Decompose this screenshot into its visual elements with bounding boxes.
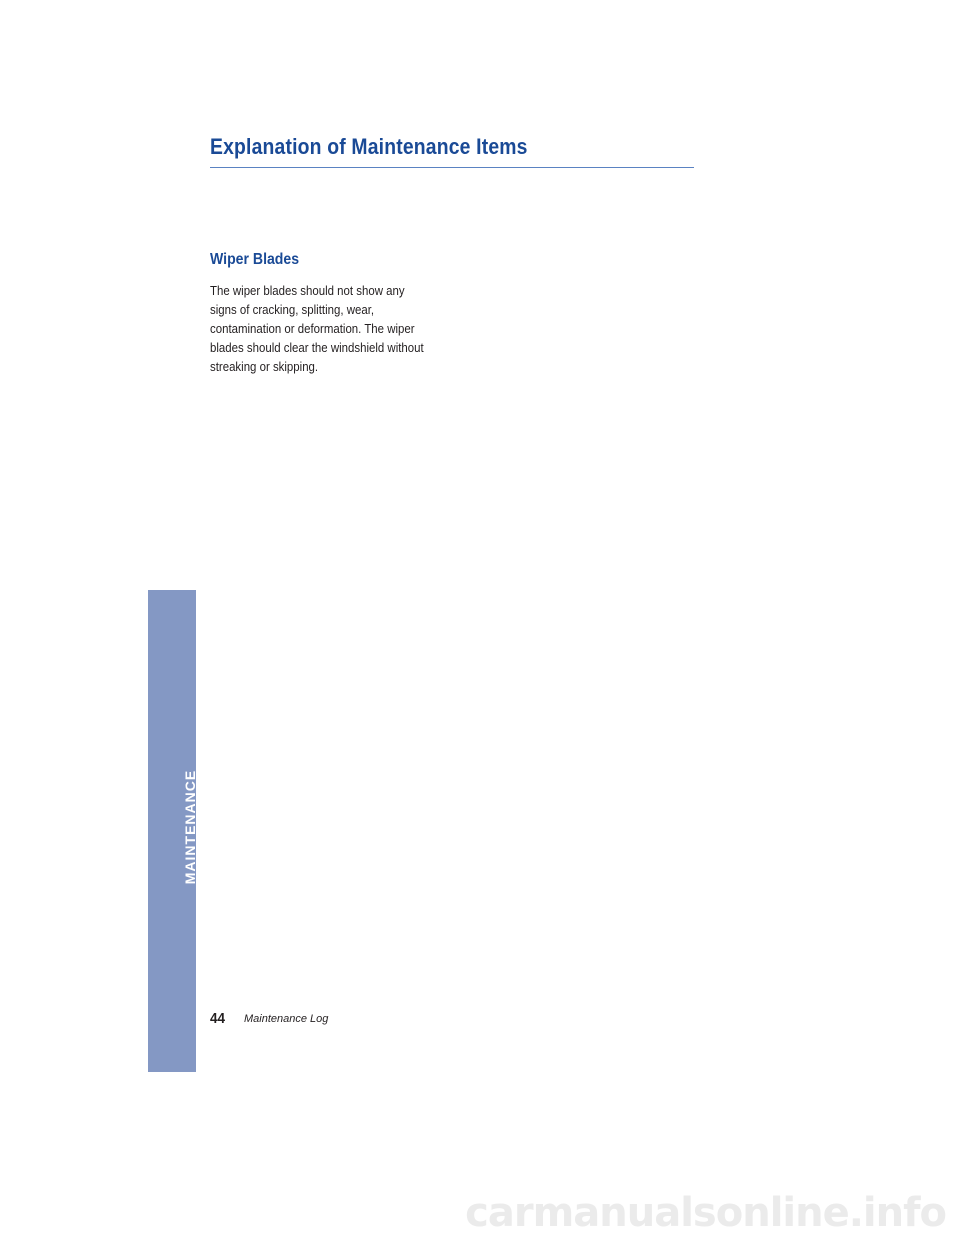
section-body xyxy=(210,281,439,376)
page-title: Explanation of Maintenance Items xyxy=(210,134,528,159)
body-line: The wiper blades should not show any xyxy=(210,283,405,298)
section-title: Wiper Blades xyxy=(210,251,300,268)
body-line: streaking or skipping. xyxy=(210,359,319,374)
heading-rule xyxy=(210,167,694,168)
body-line: blades should clear the windshield without xyxy=(210,340,424,355)
page-number: 44 xyxy=(210,1010,226,1027)
side-tab-label: MAINTENANCE xyxy=(182,769,198,885)
body-line: signs of cracking, splitting, wear, xyxy=(210,302,375,317)
watermark: carmanualsonline.info xyxy=(465,1190,946,1236)
footer-label: Maintenance Log xyxy=(244,1013,329,1025)
body-line: contamination or deformation. The wiper xyxy=(210,321,415,336)
